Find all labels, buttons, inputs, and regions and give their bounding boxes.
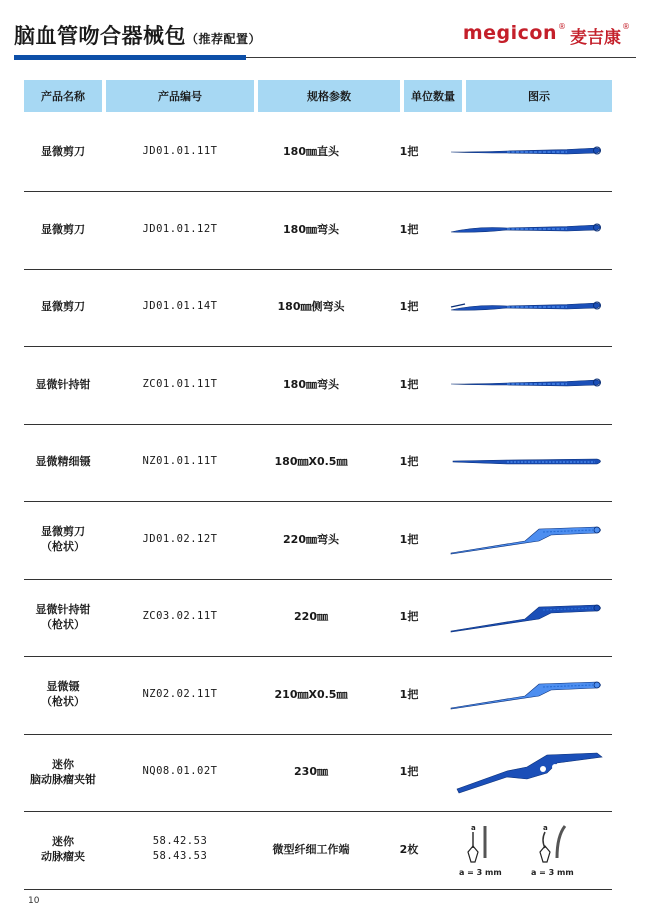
logo-chinese: 麦吉康: [570, 28, 621, 48]
table-row: [24, 346, 612, 425]
bayonet-forceps-icon: [442, 656, 612, 733]
product-spec: 180㎜X0.5㎜: [274, 455, 348, 468]
page-header: [0, 0, 650, 70]
clip-label-right: a = 3 mm: [531, 868, 574, 877]
product-quantity: 1把: [399, 532, 419, 546]
clip-marker-left: a: [471, 824, 476, 832]
product-spec: 180㎜弯头: [283, 377, 339, 391]
product-quantity: 1把: [399, 455, 419, 468]
product-code: NZ01.01.11T: [142, 455, 218, 467]
micro-forceps-icon: [442, 423, 612, 500]
table-row: [24, 423, 612, 502]
column-header-name: 产品名称: [24, 80, 102, 112]
logo-english: megicon: [462, 22, 557, 44]
clip-label-left: a = 3 mm: [459, 868, 502, 877]
header-divider: [246, 57, 636, 58]
column-header-image: 图示: [466, 80, 612, 112]
product-spec: 180㎜侧弯头: [277, 300, 345, 313]
product-name: 迷你 动脉瘤夹: [41, 835, 85, 863]
logo-registered-mark: ®: [558, 22, 566, 31]
product-name: 显微针持钳: [35, 377, 91, 391]
table-row: [24, 578, 612, 657]
aneurysm-clip-applier-icon: [442, 733, 612, 810]
micro-scissors-straight-icon: [442, 113, 612, 190]
product-name: 显微剪刀 （枪状）: [41, 525, 85, 553]
product-spec: 180㎜弯头: [283, 222, 339, 236]
table-row: [24, 733, 612, 812]
product-quantity: 1把: [399, 222, 419, 236]
column-header-code: 产品编号: [106, 80, 254, 112]
product-name: 迷你 脑动脉瘤夹钳: [30, 757, 96, 786]
product-spec: 220㎜弯头: [283, 532, 339, 546]
product-spec: 210㎜X0.5㎜: [274, 687, 348, 701]
product-quantity: 1把: [399, 377, 419, 391]
table-row: [24, 268, 612, 347]
product-spec: 230㎜: [294, 765, 328, 778]
micro-scissors-side-curved-icon: [442, 268, 612, 345]
brand-logo: [463, 22, 630, 48]
product-name: 显微剪刀: [41, 300, 85, 313]
product-spec: 220㎜: [294, 610, 328, 623]
table-row: [24, 501, 612, 580]
product-code: JD01.02.12T: [142, 532, 218, 545]
product-name: 显微镊 （枪状）: [41, 680, 85, 708]
table-row: [24, 191, 612, 270]
product-code: ZC01.01.11T: [142, 377, 218, 390]
bayonet-needle-holder-icon: [442, 578, 612, 655]
micro-needle-holder-icon: [442, 346, 612, 423]
product-quantity: 1把: [399, 300, 419, 313]
clip-marker-right: a: [543, 824, 548, 832]
table-row: [24, 656, 612, 735]
product-name: 显微精细镊: [35, 455, 91, 468]
product-quantity: 1把: [399, 765, 419, 778]
product-quantity: 2枚: [399, 842, 419, 856]
product-code: NZ02.02.11T: [142, 687, 218, 700]
column-header-spec: 规格参数: [258, 80, 400, 112]
column-header-qty: 单位数量: [404, 80, 462, 112]
title-underline: [14, 55, 246, 60]
table-row: [24, 811, 612, 890]
product-code: JD01.01.11T: [142, 145, 218, 157]
product-code: ZC03.02.11T: [142, 610, 218, 622]
product-quantity: 1把: [399, 687, 419, 701]
page-number: 10: [28, 896, 40, 906]
product-code: JD01.01.12T: [142, 222, 218, 235]
product-code: JD01.01.14T: [142, 300, 218, 312]
mini-aneurysm-clips-icon: [442, 811, 612, 888]
product-spec: 180㎜直头: [283, 145, 339, 158]
product-spec: 微型纤细工作端: [272, 842, 350, 856]
product-quantity: 1把: [399, 610, 419, 623]
table-row: [24, 113, 612, 192]
product-code: 58.42.53 58.43.53: [152, 835, 208, 862]
bayonet-scissors-icon: [442, 501, 612, 578]
product-name: 显微剪刀: [41, 145, 85, 158]
product-name: 显微针持钳 （枪状）: [35, 602, 91, 631]
clip-straight-icon: [459, 824, 502, 877]
product-quantity: 1把: [399, 145, 419, 158]
clip-curved-icon: [531, 824, 574, 877]
micro-scissors-curved-icon: [442, 191, 612, 268]
page-title: 脑血管吻合器械包（推荐配置）: [14, 24, 262, 48]
page-subtitle: （推荐配置）: [186, 32, 262, 46]
product-name: 显微剪刀: [41, 222, 85, 236]
logo-registered-mark-2: ®: [622, 22, 630, 31]
product-code: NQ08.01.02T: [142, 765, 218, 777]
